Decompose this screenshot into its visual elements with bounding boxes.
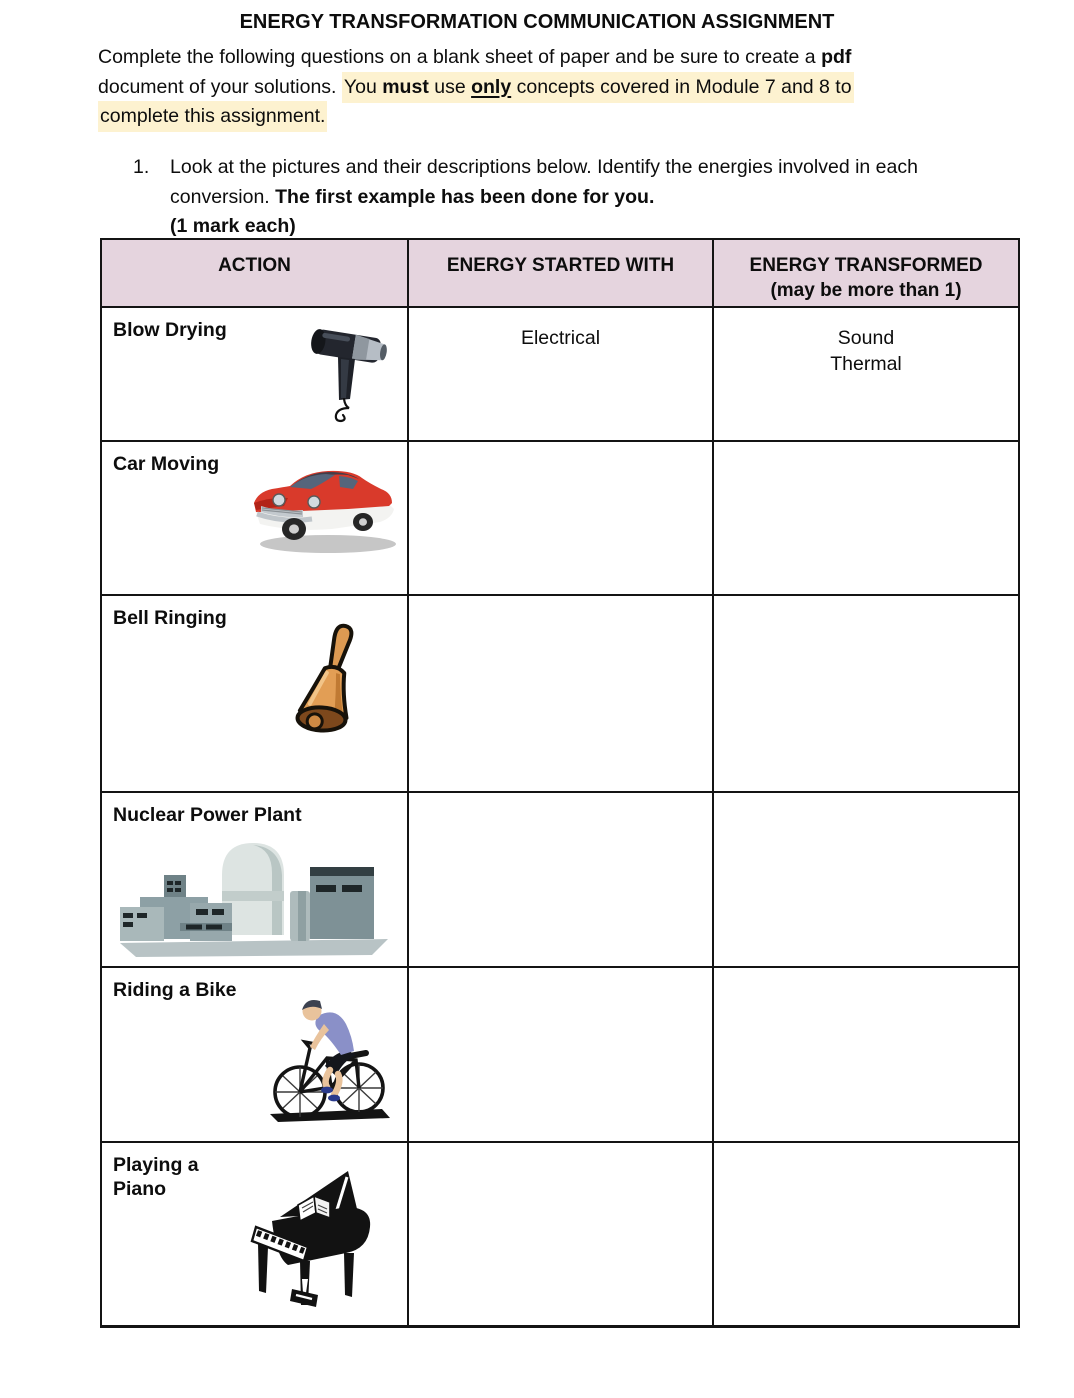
table-row-car-moving [101,441,1019,595]
table-row-bell-ringing [101,595,1019,792]
energy-started-cell [408,967,713,1142]
action-cell [101,441,408,595]
energy-transformation-table [100,238,1020,1328]
instructions-line-1 [98,43,1048,73]
action-label: Bell Ringing [113,607,227,629]
question-line-2 [170,183,918,213]
highlighted-text: complete this assignment. [98,101,327,132]
energy-transformed-value [714,442,1018,459]
header-energy-transformed [713,239,1019,307]
header-label: ACTION [218,255,291,276]
energy-transformed-cell [713,441,1019,595]
energy-started-value [409,968,712,985]
marks-bold-text: (1 mark each) [170,215,296,237]
energy-transformed-cell [713,1142,1019,1326]
grand-piano-icon [246,1161,394,1317]
question-1 [133,153,918,242]
energy-started-cell [408,792,713,967]
header-energy-started [408,239,713,307]
table-row-riding-a-bike [101,967,1019,1142]
header-sublabel: (may be more than 1) [770,280,962,301]
energy-started-cell [408,1142,713,1326]
energy-transformed-value [714,1143,1018,1160]
highlight-segment: You [343,75,383,98]
must-bold-text: must [382,75,429,98]
energy-started-value [409,596,712,613]
question-text: conversion. [170,185,276,208]
action-label: Nuclear Power Plant [113,804,302,826]
hair-dryer-icon [308,324,398,424]
hand-bell-icon [288,620,370,766]
assignment-instructions [98,43,1048,132]
action-cell [101,307,408,441]
pdf-bold-text: pdf [821,46,852,68]
action-cell [101,967,408,1142]
page-title: ENERGY TRANSFORMATION COMMUNICATION ASSIGNMENT [239,11,835,33]
energy-transformed-value [714,596,1018,613]
energy-started-value: Electrical [520,327,601,349]
action-label: Blow Drying [113,319,227,341]
table-header-row [101,239,1019,307]
header-label: ENERGY STARTED WITH [446,255,675,276]
table-row-nuclear-power-plant [101,792,1019,967]
energy-transformed-cell [713,967,1019,1142]
action-cell [101,1142,408,1326]
header-action [101,239,408,307]
only-bold-underline-text: only [471,75,512,98]
instructions-line-2 [98,73,1048,103]
energy-started-cell [408,441,713,595]
energy-transformed-value: Thermal [830,353,902,375]
action-cell [101,595,408,792]
question-number: 1. [133,156,150,178]
instructions-text: Complete the following questions on a blank sheet of paper and be sure to create a [98,46,822,68]
energy-started-value [409,793,712,810]
energy-started-value [409,1143,712,1160]
energy-started-cell [408,307,713,441]
action-label: Playing a Piano [113,1154,199,1200]
action-label: Car Moving [113,453,220,475]
action-cell [101,792,408,967]
car-icon [248,462,402,558]
energy-started-cell [408,595,713,792]
energy-transformed-cell [713,307,1019,441]
first-example-bold-text: The first example has been done for you. [275,185,655,208]
instructions-text: document of your solutions. [98,75,342,98]
energy-started-value [409,442,712,459]
energy-transformed-value [714,968,1018,985]
highlighted-text [342,72,854,103]
highlight-segment: concepts covered in Module 7 and 8 to [511,75,852,98]
header-label: ENERGY TRANSFORMED [749,255,983,276]
bicycle-rider-icon [264,988,396,1128]
question-line-1: Look at the pictures and their descriptions below. Identify the energies involved in each [170,156,918,178]
table-row-playing-a-piano [101,1142,1019,1326]
question-body [170,153,918,242]
highlight-segment: use [428,75,472,98]
action-label: Riding a Bike [113,979,237,1001]
energy-transformed-value: Sound [837,327,895,349]
energy-transformed-cell [713,792,1019,967]
energy-transformed-cell [713,595,1019,792]
table-row-blow-drying [101,307,1019,441]
instructions-line-3 [98,102,1048,132]
energy-transformed-value [714,793,1018,810]
nuclear-power-plant-icon [112,839,398,959]
